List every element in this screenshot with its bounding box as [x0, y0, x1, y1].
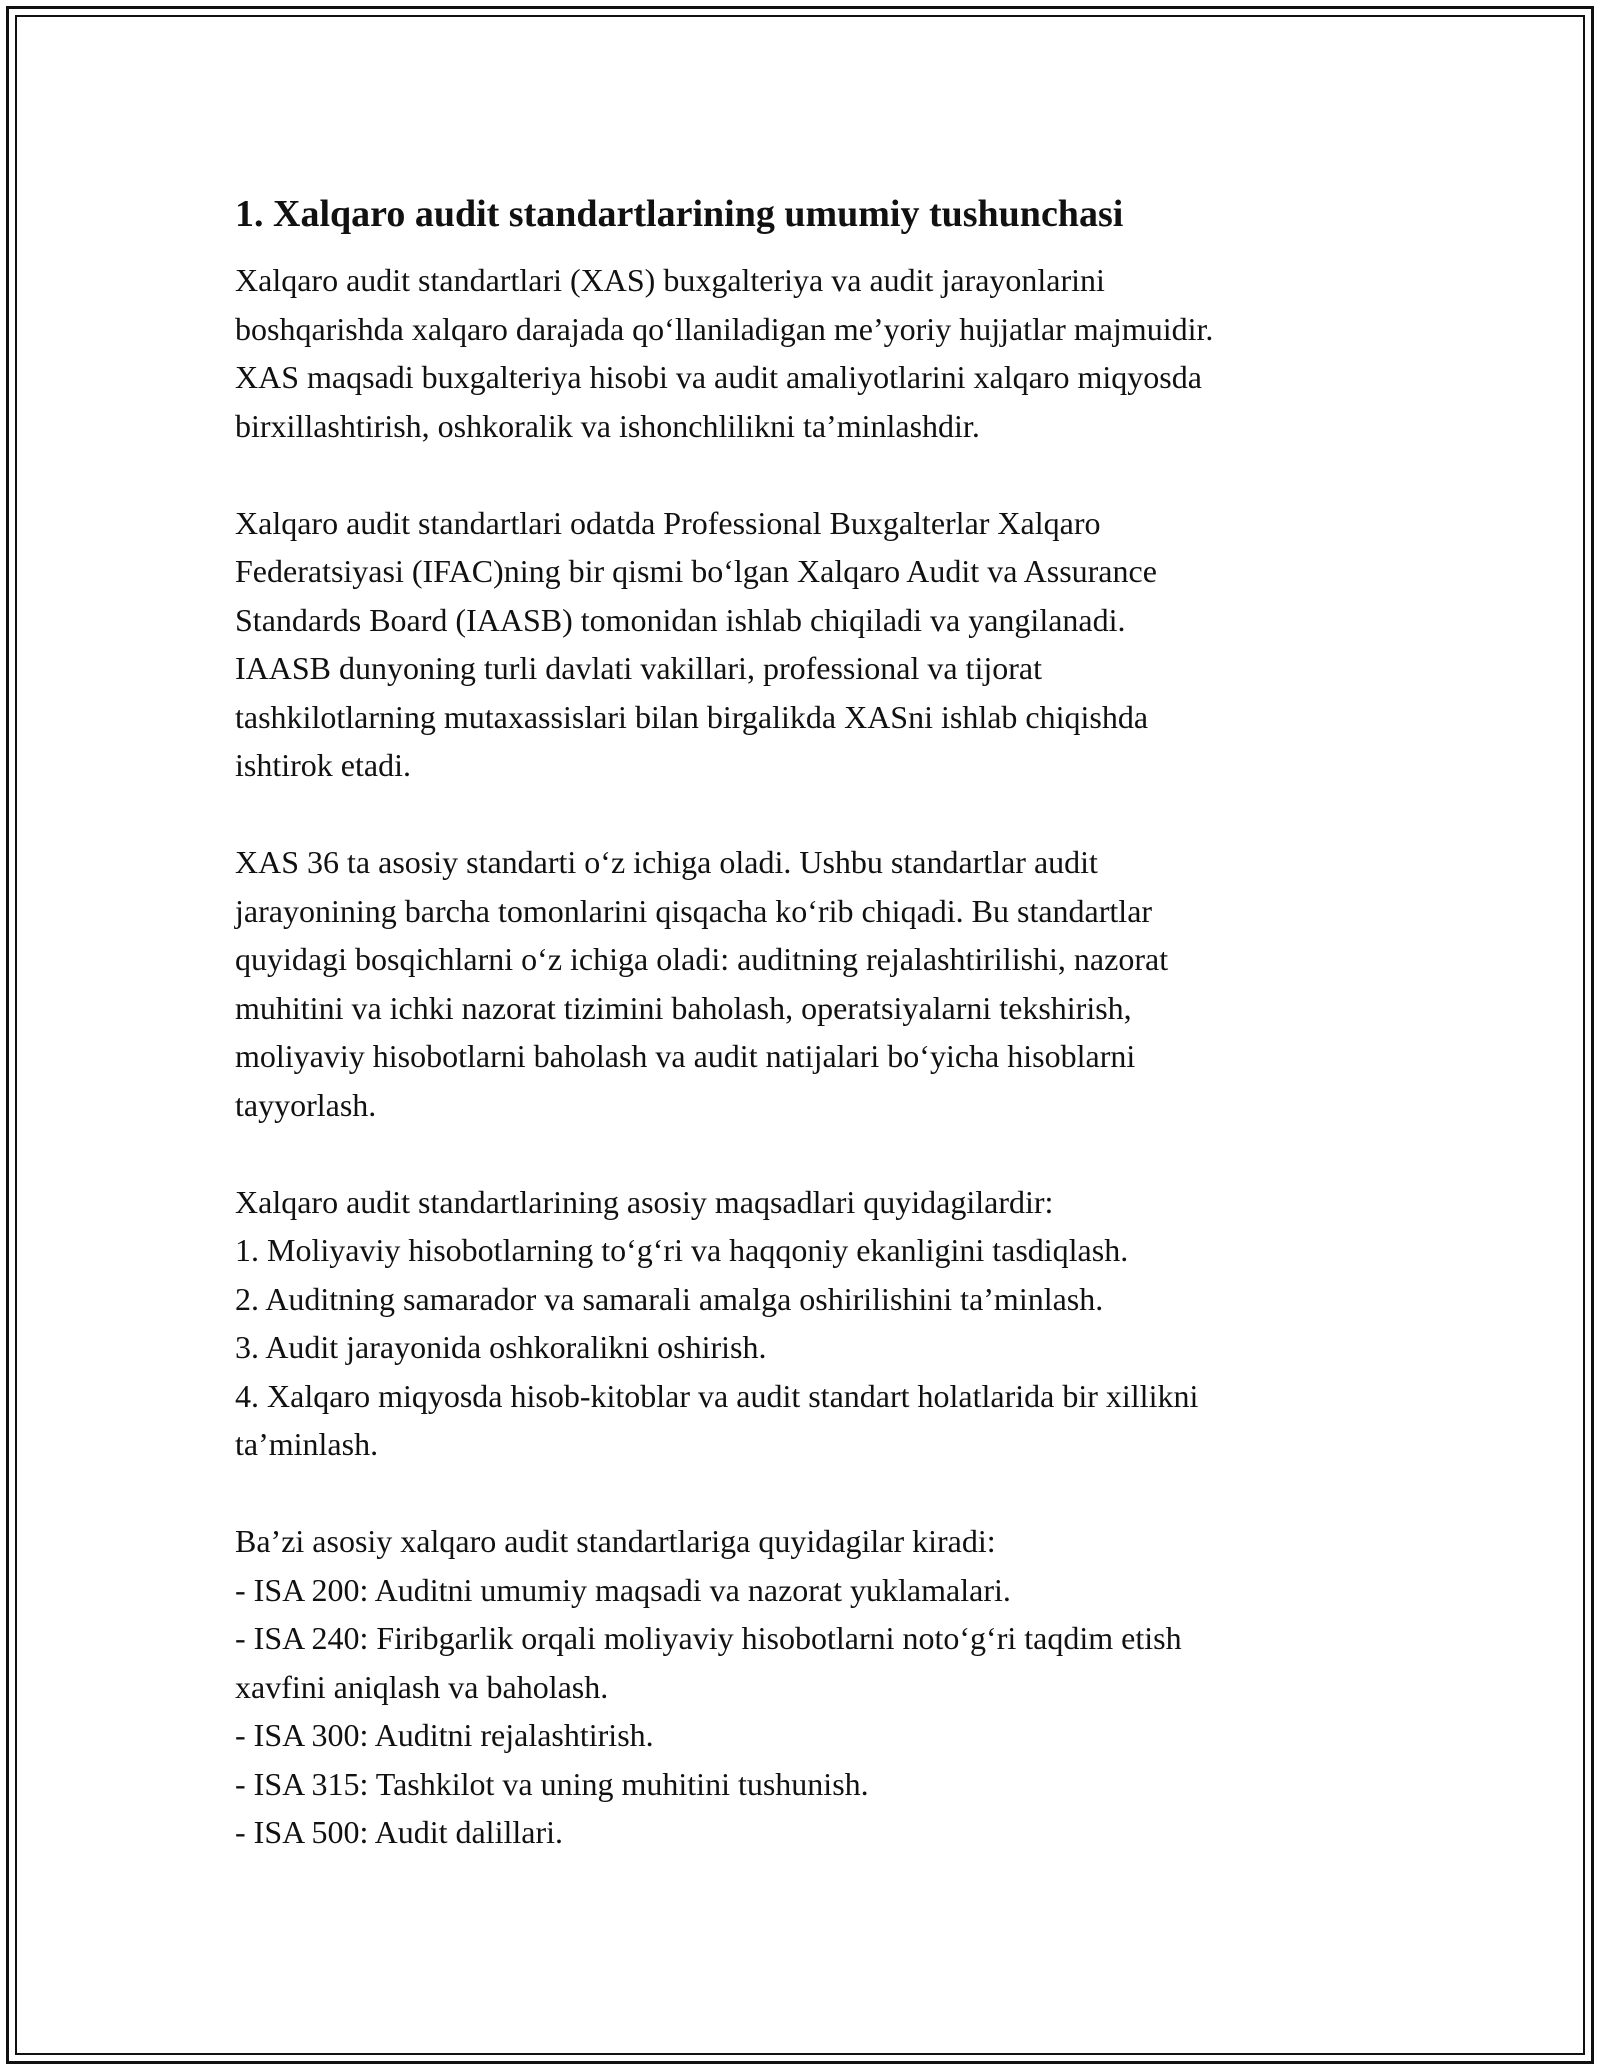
text-line: Federatsiyasi (IFAC)ning bir qismi bo‘lgan Xalqaro Audit va Assurance: [235, 553, 1157, 589]
paragraph-iaasb: [235, 499, 1375, 790]
text-line: jarayonining barcha tomonlarini qisqacha ko‘rib chiqadi. Bu standartlar: [235, 892, 1153, 929]
text-line: moliyaviy hisobotlarni baholash va audit natijalari bo‘yicha hisoblarni: [235, 1038, 1136, 1074]
list-item: - ISA 240: Firibgarlik orqali moliyaviy hisobotlarni noto‘g‘ri taqdim etish: [235, 1620, 1182, 1656]
text-line: Xalqaro audit standartlari (XAS) buxgalteriya va audit jarayonlarini: [235, 262, 1105, 298]
text-line: XAS 36 ta asosiy standarti o‘z ichiga oladi. Ushbu standartlar audit: [235, 844, 1098, 880]
text-line: quyidagi bosqichlarni o‘z ichiga oladi: auditning rejalashtirilishi, nazorat: [235, 941, 1169, 977]
list-item: - ISA 200: Auditni umumiy maqsadi va nazorat yuklamalari.: [235, 1571, 1011, 1608]
list-item: - ISA 300: Auditni rejalashtirish.: [235, 1717, 654, 1753]
text-line: muhitini va ichki nazorat tizimini baholash, operatsiyalarni tekshirish,: [235, 989, 1132, 1026]
list-item: 2. Auditning samarador va samarali amalga oshirilishini ta’minlash.: [235, 1280, 1104, 1317]
paragraph-isa-list: [235, 1517, 1375, 1857]
text-line: IAASB dunyoning turli davlati vakillari, professional va tijorat: [235, 650, 1042, 686]
text-line: Xalqaro audit standartlarining asosiy maqsadlari quyidagilardir:: [235, 1183, 1054, 1220]
document-body: [235, 188, 1375, 1905]
text-line: Standards Board (IAASB) tomonidan ishlab chiqiladi va yangilanadi.: [235, 601, 1126, 638]
list-item-continuation: xavfini aniqlash va baholash.: [235, 1668, 609, 1705]
text-line: tayyorlash.: [235, 1086, 377, 1123]
text-line: XAS maqsadi buxgalteriya hisobi va audit amaliyotlarini xalqaro miqyosda: [235, 359, 1202, 395]
text-line: tashkilotlarning mutaxassislari bilan birgalikda XASni ishlab chiqishda: [235, 698, 1149, 735]
list-item: - ISA 315: Tashkilot va uning muhitini tushunish.: [235, 1765, 869, 1802]
section-title: 1. Xalqaro audit standartlarining umumiy tushunchasi: [235, 193, 1124, 235]
list-item-continuation: ta’minlash.: [235, 1426, 379, 1462]
list-item: 4. Xalqaro miqyosda hisob-kitoblar va audit standart holatlarida bir xillikni: [235, 1377, 1199, 1414]
list-item: 1. Moliyaviy hisobotlarning to‘g‘ri va haqqoniy ekanligini tasdiqlash.: [235, 1232, 1129, 1268]
list-item: 3. Audit jarayonida oshkoralikni oshirish.: [235, 1329, 767, 1365]
text-line: Xalqaro audit standartlari odatda Professional Buxgalterlar Xalqaro: [235, 504, 1101, 541]
paragraph-goals-list: [235, 1178, 1375, 1469]
paragraph-intro: [235, 256, 1375, 450]
text-line: Ba’zi asosiy xalqaro audit standartlariga quyidagilar kiradi:: [235, 1523, 996, 1559]
text-line: ishtirok etadi.: [235, 747, 411, 783]
text-line: birxillashtirish, oshkoralik va ishonchlilikni ta’minlashdir.: [235, 407, 980, 444]
list-item: - ISA 500: Audit dalillari.: [235, 1814, 563, 1850]
paragraph-standards-scope: [235, 838, 1375, 1129]
text-line: boshqarishda xalqaro darajada qo‘llaniladigan me’yoriy hujjatlar majmuidir.: [235, 310, 1214, 347]
